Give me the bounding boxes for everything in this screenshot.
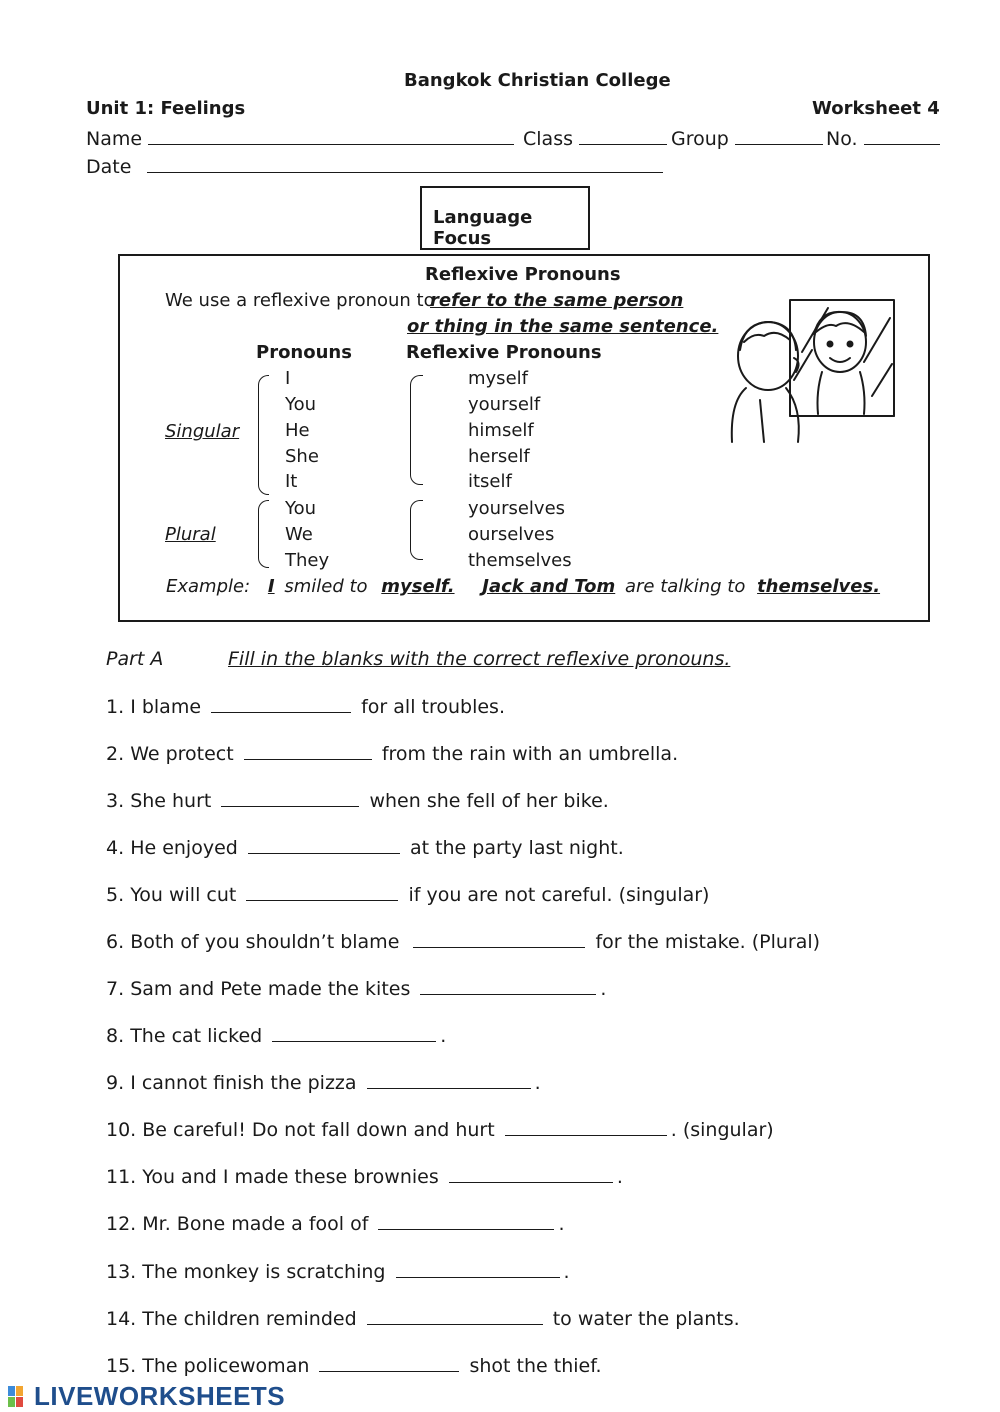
liveworksheets-icon [8, 1386, 32, 1408]
rule-intro: We use a reflexive pronoun to [165, 290, 435, 311]
singular-reflexive-brace [410, 375, 423, 485]
example-row [166, 576, 880, 597]
question-text-after: . (singular) [670, 1119, 774, 1141]
answer-blank[interactable] [449, 1164, 613, 1183]
pronoun-they: They [285, 550, 330, 571]
example-answer-1: myself. [381, 576, 455, 597]
reflexive-yourselves: yourselves [468, 498, 566, 519]
question-number: 14. [106, 1308, 137, 1330]
answer-blank[interactable] [221, 788, 359, 807]
reflexive-ourselves: ourselves [468, 524, 555, 545]
answer-blank[interactable] [211, 694, 351, 713]
group-field[interactable] [735, 126, 823, 145]
question-text-before: I cannot finish the pizza [130, 1072, 357, 1094]
no-row [826, 126, 940, 150]
question-text-after: when she fell of her bike. [369, 790, 609, 812]
topic-title: Reflexive Pronouns [425, 264, 621, 285]
worksheet-number: Worksheet 4 [812, 98, 940, 119]
answer-blank[interactable] [505, 1117, 667, 1136]
date-field[interactable] [147, 154, 663, 173]
question-7 [106, 976, 606, 1000]
question-3 [106, 788, 609, 812]
rule-line-2: or thing in the same sentence. [407, 316, 719, 337]
reflexive-herself: herself [468, 446, 530, 467]
date-label: Date [86, 156, 132, 178]
liveworksheets-logo [8, 1381, 285, 1412]
answer-blank[interactable] [378, 1211, 554, 1230]
question-text-after: if you are not careful. (singular) [408, 884, 710, 906]
question-text-before: Mr. Bone made a fool of [142, 1213, 369, 1235]
question-text-after: for the mistake. (Plural) [595, 931, 821, 953]
question-text-after: . [616, 1166, 623, 1188]
language-focus-box [420, 186, 590, 250]
question-6 [106, 929, 820, 953]
name-field[interactable] [148, 126, 514, 145]
question-5 [106, 882, 709, 906]
answer-blank[interactable] [420, 976, 596, 995]
answer-blank[interactable] [396, 1259, 560, 1278]
brand-text: LIVEWORKSHEETS [34, 1381, 286, 1411]
question-text-after: to water the plants. [552, 1308, 740, 1330]
question-text-after: . [440, 1025, 447, 1047]
example-verb-1: smiled to [284, 576, 368, 597]
question-number: 10. [106, 1119, 137, 1141]
answer-blank[interactable] [246, 882, 398, 901]
question-text-after: . [534, 1072, 541, 1094]
reflexive-yourself: yourself [468, 394, 541, 415]
question-number: 6. [106, 931, 125, 953]
name-row [86, 126, 514, 150]
answer-blank[interactable] [367, 1306, 543, 1325]
question-10 [106, 1117, 774, 1141]
pronoun-you-plural: You [285, 498, 317, 519]
question-1 [106, 694, 505, 718]
no-field[interactable] [864, 126, 940, 145]
answer-blank[interactable] [367, 1070, 531, 1089]
boy-mirror-illustration [724, 292, 900, 450]
question-text-before: The monkey is scratching [142, 1261, 386, 1283]
reflexive-myself: myself [468, 368, 528, 389]
question-text-before: The policewoman [142, 1355, 310, 1377]
plural-label: Plural [165, 524, 216, 545]
example-subject-2: Jack and Tom [482, 576, 616, 597]
question-number: 5. [106, 884, 125, 906]
question-number: 9. [106, 1072, 125, 1094]
question-text-before: Sam and Pete made the kites [130, 978, 411, 1000]
question-text-before: We protect [130, 743, 234, 765]
example-label: Example: [166, 576, 251, 597]
question-text-after: for all troubles. [361, 696, 505, 718]
example-verb-2: are talking to [624, 576, 746, 597]
reflexive-himself: himself [468, 420, 534, 441]
question-14 [106, 1306, 740, 1330]
question-text-before: I blame [130, 696, 202, 718]
question-4 [106, 835, 624, 859]
pronoun-she: She [285, 446, 319, 467]
language-focus-title: Language Focus [433, 207, 533, 249]
question-13 [106, 1259, 570, 1283]
pronouns-header: Pronouns [256, 342, 352, 363]
singular-pronoun-brace [258, 375, 269, 495]
question-text-after: shot the thief. [469, 1355, 602, 1377]
pronoun-it: It [285, 471, 298, 492]
question-2 [106, 741, 678, 765]
answer-blank[interactable] [272, 1023, 436, 1042]
question-number: 3. [106, 790, 125, 812]
example-subject-1: I [267, 576, 275, 597]
question-text-before: You will cut [130, 884, 237, 906]
answer-blank[interactable] [248, 835, 400, 854]
question-number: 4. [106, 837, 125, 859]
question-number: 1. [106, 696, 125, 718]
class-label: Class [523, 128, 573, 150]
plural-pronoun-brace [258, 500, 269, 568]
question-text-before: She hurt [130, 790, 212, 812]
reflexive-itself: itself [468, 471, 512, 492]
question-number: 15. [106, 1355, 137, 1377]
class-field[interactable] [579, 126, 667, 145]
question-text-after: . [558, 1213, 565, 1235]
pronoun-you: You [285, 394, 317, 415]
question-12 [106, 1211, 565, 1235]
pronoun-he: He [285, 420, 310, 441]
group-row [671, 126, 823, 150]
unit-title: Unit 1: Feelings [86, 98, 246, 119]
part-a-instruction: Fill in the blanks with the correct reflexive pronouns. [228, 648, 731, 670]
question-text-before: The cat licked [130, 1025, 263, 1047]
question-text-after: . [563, 1261, 570, 1283]
question-15 [106, 1353, 602, 1377]
class-row [523, 126, 667, 150]
question-text-before: He enjoyed [130, 837, 238, 859]
question-number: 2. [106, 743, 125, 765]
plural-reflexive-brace [410, 500, 423, 560]
pronoun-i: I [285, 368, 291, 389]
answer-blank[interactable] [319, 1353, 459, 1372]
question-text-before: Both of you shouldn’t blame [130, 931, 400, 953]
question-number: 12. [106, 1213, 137, 1235]
question-text-after: . [600, 978, 607, 1000]
answer-blank[interactable] [413, 929, 585, 948]
question-9 [106, 1070, 541, 1094]
question-text-before: The children reminded [142, 1308, 357, 1330]
no-label: No. [826, 128, 858, 150]
name-label: Name [86, 128, 143, 150]
question-text-after: at the party last night. [409, 837, 624, 859]
answer-blank[interactable] [244, 741, 372, 760]
question-number: 7. [106, 978, 125, 1000]
reflexive-header: Reflexive Pronouns [406, 342, 602, 363]
question-number: 13. [106, 1261, 137, 1283]
group-label: Group [671, 128, 729, 150]
example-answer-2: themselves. [757, 576, 881, 597]
date-row [86, 154, 663, 178]
part-a-label: Part A [106, 648, 164, 670]
question-text-before: Be careful! Do not fall down and hurt [142, 1119, 495, 1141]
question-number: 11. [106, 1166, 137, 1188]
question-8 [106, 1023, 446, 1047]
reflexive-themselves: themselves [468, 550, 572, 571]
singular-label: Singular [165, 421, 240, 442]
question-text-before: You and I made these brownies [142, 1166, 439, 1188]
rule-line-1: refer to the same person [430, 290, 684, 311]
question-text-after: from the rain with an umbrella. [381, 743, 679, 765]
question-11 [106, 1164, 623, 1188]
question-number: 8. [106, 1025, 125, 1047]
pronoun-we: We [285, 524, 313, 545]
school-name: Bangkok Christian College [404, 70, 671, 91]
